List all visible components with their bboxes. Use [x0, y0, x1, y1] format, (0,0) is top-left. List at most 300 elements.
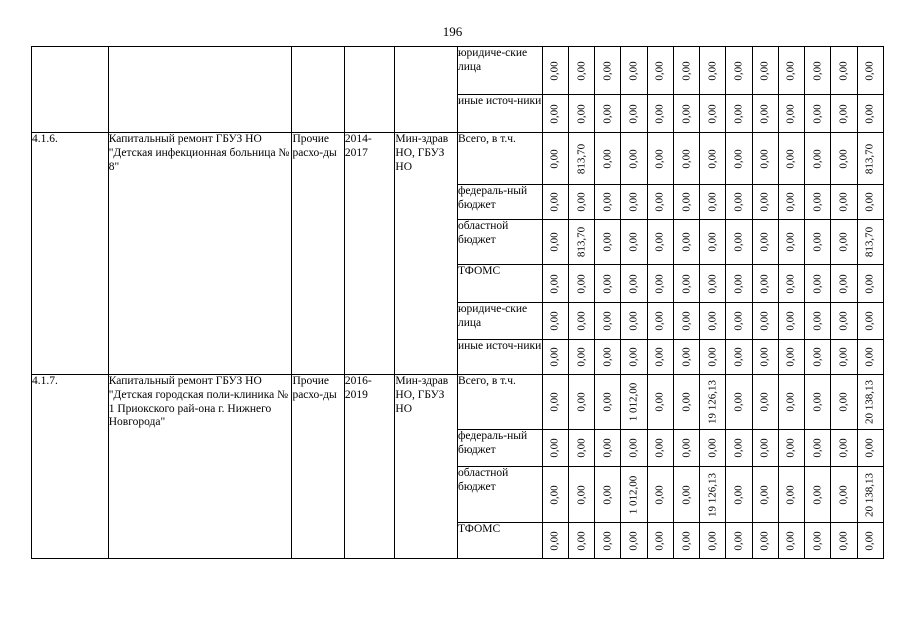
value-text: 1 012,00 — [627, 382, 640, 422]
value-cell — [595, 95, 621, 133]
value-cell — [726, 47, 752, 95]
value-cell — [805, 220, 831, 265]
value-cell — [673, 95, 699, 133]
value-cell — [673, 523, 699, 559]
value-cell — [647, 95, 673, 133]
value-text: 0,00 — [575, 392, 587, 412]
value-cell — [726, 303, 752, 340]
value-cell — [673, 375, 699, 430]
value-text: 0,00 — [653, 60, 666, 81]
value-cell — [752, 133, 778, 185]
value-text: 0,00 — [811, 148, 824, 169]
value-text: 0,00 — [837, 148, 850, 169]
expense-category-cell: Прочие расхо-ды — [292, 133, 344, 375]
value-text: 0,00 — [601, 273, 614, 294]
value-cell — [831, 303, 857, 340]
value-text: 0,00 — [575, 273, 587, 294]
value-cell — [726, 133, 752, 185]
value-cell — [805, 375, 831, 430]
value-cell — [673, 185, 699, 220]
value-cell — [805, 467, 831, 523]
value-text: 0,00 — [575, 347, 587, 367]
value-text: 0,00 — [679, 311, 692, 331]
value-cell — [726, 340, 752, 375]
value-cell — [568, 47, 594, 95]
value-text: 0,00 — [784, 530, 797, 551]
value-text: 0,00 — [732, 438, 745, 458]
funding-source-cell: иные источ-ники — [457, 95, 542, 133]
item-code-cell: 4.1.6. — [32, 133, 109, 375]
value-text: 0,00 — [811, 103, 824, 124]
value-text: 0,00 — [575, 60, 587, 81]
value-cell — [726, 265, 752, 303]
value-text: 0,00 — [758, 392, 771, 412]
value-cell — [647, 467, 673, 523]
value-text: 0,00 — [732, 232, 745, 252]
value-cell — [857, 340, 883, 375]
value-text: 0,00 — [732, 311, 745, 331]
value-text: 0,00 — [758, 484, 771, 505]
value-cell — [542, 265, 568, 303]
value-cell — [647, 375, 673, 430]
value-text: 0,00 — [601, 311, 614, 331]
value-cell — [857, 47, 883, 95]
value-text: 0,00 — [811, 192, 824, 212]
value-text: 0,00 — [627, 530, 640, 551]
value-text: 0,00 — [679, 530, 692, 551]
value-text: 0,00 — [784, 273, 797, 294]
value-text: 0,00 — [732, 60, 745, 81]
value-cell — [700, 95, 726, 133]
value-cell — [700, 430, 726, 467]
value-cell — [778, 265, 804, 303]
value-text: 0,00 — [601, 438, 614, 458]
value-text: 0,00 — [653, 232, 666, 252]
value-text: 0,00 — [863, 60, 876, 81]
value-cell — [831, 185, 857, 220]
value-cell — [805, 340, 831, 375]
value-text: 813,70 — [575, 143, 587, 174]
value-text: 0,00 — [784, 347, 797, 367]
value-cell — [726, 185, 752, 220]
value-text: 0,00 — [837, 438, 850, 458]
value-text: 0,00 — [811, 232, 824, 252]
value-text: 0,00 — [601, 103, 614, 124]
value-cell — [857, 523, 883, 559]
item-code-cell — [32, 47, 109, 133]
value-cell — [700, 47, 726, 95]
value-cell — [778, 340, 804, 375]
value-cell — [595, 220, 621, 265]
value-cell — [778, 47, 804, 95]
value-text: 0,00 — [732, 392, 745, 412]
value-cell — [542, 95, 568, 133]
value-text: 0,00 — [548, 438, 561, 458]
value-cell — [726, 375, 752, 430]
value-text: 0,00 — [706, 103, 719, 124]
value-cell — [805, 523, 831, 559]
value-cell — [857, 303, 883, 340]
value-text: 0,00 — [758, 273, 771, 294]
value-text: 0,00 — [863, 192, 876, 212]
value-text: 0,00 — [679, 60, 692, 81]
value-cell — [857, 265, 883, 303]
value-text: 0,00 — [548, 484, 561, 505]
value-text: 0,00 — [732, 273, 745, 294]
value-cell — [673, 340, 699, 375]
value-cell — [726, 220, 752, 265]
value-text: 0,00 — [679, 484, 692, 505]
value-text: 0,00 — [548, 530, 561, 551]
value-text: 0,00 — [732, 103, 745, 124]
value-text: 0,00 — [784, 60, 797, 81]
value-text: 0,00 — [837, 273, 850, 294]
funding-source-cell: Всего, в т.ч. — [457, 375, 542, 430]
value-text: 0,00 — [811, 311, 824, 331]
value-cell — [831, 375, 857, 430]
funding-source-cell: федераль-ный бюджет — [457, 430, 542, 467]
value-cell — [647, 220, 673, 265]
value-cell — [647, 340, 673, 375]
value-text: 0,00 — [758, 148, 771, 169]
value-cell — [568, 133, 594, 185]
value-cell — [621, 523, 647, 559]
value-cell — [752, 340, 778, 375]
value-text: 0,00 — [601, 192, 614, 212]
value-cell — [805, 185, 831, 220]
value-cell — [595, 185, 621, 220]
value-text: 0,00 — [837, 311, 850, 331]
value-cell — [595, 375, 621, 430]
value-text: 0,00 — [653, 273, 666, 294]
value-text: 0,00 — [627, 438, 640, 458]
value-text: 0,00 — [653, 438, 666, 458]
value-cell — [700, 523, 726, 559]
value-text: 0,00 — [679, 347, 692, 367]
value-cell — [621, 47, 647, 95]
funding-source-cell: юридиче-ские лица — [457, 303, 542, 340]
value-text: 0,00 — [575, 103, 587, 124]
value-text: 813,70 — [575, 226, 587, 258]
value-cell — [752, 265, 778, 303]
value-cell — [831, 47, 857, 95]
value-text: 19 126,13 — [706, 472, 719, 517]
value-cell — [752, 303, 778, 340]
value-text: 0,00 — [627, 273, 640, 294]
value-text: 0,00 — [837, 192, 850, 212]
value-cell — [542, 375, 568, 430]
value-cell — [726, 430, 752, 467]
value-cell — [778, 303, 804, 340]
value-text: 0,00 — [601, 484, 614, 505]
value-text: 0,00 — [627, 232, 640, 252]
value-text: 0,00 — [863, 311, 876, 331]
period-cell: 2016-2019 — [344, 375, 394, 559]
value-text: 0,00 — [653, 530, 666, 551]
value-text: 0,00 — [653, 192, 666, 212]
value-cell — [778, 95, 804, 133]
value-cell — [857, 95, 883, 133]
value-text: 813,70 — [863, 226, 876, 258]
value-text: 0,00 — [863, 273, 876, 294]
value-text: 0,00 — [863, 347, 876, 367]
value-text: 19 126,13 — [706, 380, 719, 424]
period-cell: 2014-2017 — [344, 133, 394, 375]
value-text: 0,00 — [706, 311, 719, 331]
value-text: 0,00 — [784, 192, 797, 212]
value-cell — [857, 375, 883, 430]
value-text: 0,00 — [627, 311, 640, 331]
value-cell — [542, 430, 568, 467]
value-text: 0,00 — [758, 438, 771, 458]
value-cell — [542, 340, 568, 375]
value-cell — [621, 95, 647, 133]
value-cell — [857, 220, 883, 265]
value-cell — [542, 467, 568, 523]
value-cell — [726, 523, 752, 559]
value-text: 0,00 — [706, 530, 719, 551]
value-cell — [568, 303, 594, 340]
value-cell — [673, 303, 699, 340]
expense-category-cell: Прочие расхо-ды — [292, 375, 344, 559]
value-text: 0,00 — [548, 273, 561, 294]
value-text: 0,00 — [837, 232, 850, 252]
value-text: 0,00 — [627, 103, 640, 124]
executor-cell: Мин-здрав НО, ГБУЗ НО — [395, 375, 458, 559]
value-cell — [857, 133, 883, 185]
funding-source-cell: иные источ-ники — [457, 340, 542, 375]
value-cell — [700, 185, 726, 220]
executor-cell: Мин-здрав НО, ГБУЗ НО — [395, 133, 458, 375]
value-cell — [647, 523, 673, 559]
value-cell — [673, 220, 699, 265]
value-text: 0,00 — [548, 311, 561, 331]
value-text: 0,00 — [706, 232, 719, 252]
value-cell — [831, 523, 857, 559]
value-text: 0,00 — [837, 347, 850, 367]
value-cell — [621, 340, 647, 375]
value-cell — [621, 375, 647, 430]
value-text: 0,00 — [575, 192, 587, 212]
value-text: 0,00 — [811, 484, 824, 505]
value-cell — [778, 523, 804, 559]
value-cell — [831, 265, 857, 303]
value-cell — [621, 430, 647, 467]
value-text: 0,00 — [601, 232, 614, 252]
value-text: 1 012,00 — [627, 475, 640, 514]
value-cell — [805, 47, 831, 95]
value-cell — [542, 220, 568, 265]
value-text: 0,00 — [627, 192, 640, 212]
value-cell — [568, 265, 594, 303]
value-text: 0,00 — [679, 103, 692, 124]
value-text: 0,00 — [784, 311, 797, 331]
value-cell — [805, 133, 831, 185]
value-text: 0,00 — [548, 347, 561, 367]
value-cell — [621, 265, 647, 303]
value-text: 0,00 — [811, 392, 824, 412]
funding-source-cell: областной бюджет — [457, 467, 542, 523]
item-code-cell: 4.1.7. — [32, 375, 109, 559]
value-text: 0,00 — [653, 148, 666, 169]
value-cell — [857, 185, 883, 220]
value-cell — [621, 467, 647, 523]
value-text: 0,00 — [627, 347, 640, 367]
value-text: 0,00 — [601, 530, 614, 551]
value-cell — [831, 95, 857, 133]
value-text: 0,00 — [811, 530, 824, 551]
value-cell — [778, 185, 804, 220]
table-row — [32, 47, 884, 95]
value-text: 0,00 — [758, 103, 771, 124]
value-cell — [726, 467, 752, 523]
value-cell — [647, 133, 673, 185]
page-number: 196 — [442, 24, 463, 39]
value-cell — [621, 185, 647, 220]
value-cell — [542, 47, 568, 95]
value-cell — [700, 133, 726, 185]
value-text: 0,00 — [784, 148, 797, 169]
value-cell — [647, 185, 673, 220]
value-cell — [778, 375, 804, 430]
value-cell — [568, 467, 594, 523]
value-text: 0,00 — [732, 148, 745, 169]
value-text: 0,00 — [601, 148, 614, 169]
value-cell — [778, 430, 804, 467]
value-cell — [621, 220, 647, 265]
value-cell — [647, 47, 673, 95]
value-text: 0,00 — [706, 273, 719, 294]
value-text: 0,00 — [679, 192, 692, 212]
value-cell — [805, 95, 831, 133]
item-name-cell: Капитальный ремонт ГБУЗ НО "Детская инфекционная больница № 8" — [108, 133, 292, 375]
value-text: 0,00 — [811, 60, 824, 81]
value-text: 0,00 — [548, 103, 561, 124]
value-text: 0,00 — [784, 438, 797, 458]
item-name-cell: Капитальный ремонт ГБУЗ НО "Детская городская поли-клиника № 1 Приокского рай-она г. Нижнего Новгорода" — [108, 375, 292, 559]
value-cell — [700, 467, 726, 523]
value-text: 0,00 — [679, 273, 692, 294]
value-cell — [700, 303, 726, 340]
value-cell — [673, 467, 699, 523]
value-cell — [673, 133, 699, 185]
value-cell — [595, 523, 621, 559]
funding-source-cell: областной бюджет — [457, 220, 542, 265]
value-text: 0,00 — [706, 148, 719, 169]
value-cell — [542, 523, 568, 559]
value-cell — [568, 185, 594, 220]
value-cell — [752, 220, 778, 265]
value-cell — [621, 303, 647, 340]
value-text: 0,00 — [758, 311, 771, 331]
value-cell — [595, 340, 621, 375]
value-cell — [595, 47, 621, 95]
value-text: 0,00 — [784, 392, 797, 412]
value-text: 0,00 — [706, 347, 719, 367]
value-cell — [778, 220, 804, 265]
value-text: 0,00 — [863, 103, 876, 124]
value-text: 0,00 — [811, 438, 824, 458]
value-text: 0,00 — [653, 103, 666, 124]
value-cell — [595, 430, 621, 467]
value-cell — [568, 95, 594, 133]
value-text: 0,00 — [837, 392, 850, 412]
executor-cell — [395, 47, 458, 133]
value-text: 0,00 — [732, 192, 745, 212]
value-text: 0,00 — [758, 232, 771, 252]
value-text: 0,00 — [548, 232, 561, 252]
value-text: 0,00 — [548, 392, 561, 412]
value-text: 0,00 — [758, 192, 771, 212]
value-cell — [831, 133, 857, 185]
value-cell — [726, 95, 752, 133]
value-cell — [752, 467, 778, 523]
value-cell — [831, 467, 857, 523]
value-text: 0,00 — [548, 60, 561, 81]
value-text: 0,00 — [627, 148, 640, 169]
value-text: 0,00 — [601, 392, 614, 412]
value-text: 0,00 — [548, 148, 561, 169]
funding-source-cell: ТФОМС — [457, 265, 542, 303]
value-text: 0,00 — [706, 192, 719, 212]
period-cell — [344, 47, 394, 133]
value-text: 0,00 — [679, 148, 692, 169]
value-cell — [831, 430, 857, 467]
value-text: 0,00 — [706, 438, 719, 458]
value-cell — [542, 303, 568, 340]
value-text: 0,00 — [653, 347, 666, 367]
value-text: 0,00 — [758, 530, 771, 551]
value-cell — [595, 303, 621, 340]
value-text: 0,00 — [732, 347, 745, 367]
funding-source-cell: федераль-ный бюджет — [457, 185, 542, 220]
value-text: 0,00 — [863, 530, 876, 551]
value-cell — [673, 47, 699, 95]
value-cell — [568, 220, 594, 265]
value-cell — [857, 430, 883, 467]
value-cell — [700, 220, 726, 265]
value-text: 20 138,13 — [863, 380, 876, 424]
value-cell — [673, 265, 699, 303]
value-text: 0,00 — [758, 60, 771, 81]
value-text: 0,00 — [575, 530, 587, 551]
value-cell — [542, 133, 568, 185]
value-cell — [805, 430, 831, 467]
value-cell — [595, 467, 621, 523]
value-cell — [805, 265, 831, 303]
value-text: 0,00 — [811, 347, 824, 367]
funding-source-cell: ТФОМС — [457, 523, 542, 559]
value-text: 0,00 — [863, 438, 876, 458]
value-cell — [647, 430, 673, 467]
value-cell — [568, 430, 594, 467]
value-text: 20 138,13 — [863, 472, 876, 517]
value-cell — [752, 95, 778, 133]
value-cell — [673, 430, 699, 467]
value-cell — [752, 430, 778, 467]
value-text: 0,00 — [653, 392, 666, 412]
value-text: 0,00 — [653, 311, 666, 331]
value-text: 0,00 — [706, 60, 719, 81]
value-text: 0,00 — [679, 438, 692, 458]
value-cell — [778, 133, 804, 185]
value-cell — [752, 185, 778, 220]
table-row — [32, 375, 884, 430]
value-cell — [831, 220, 857, 265]
value-cell — [857, 467, 883, 523]
expense-category-cell — [292, 47, 344, 133]
value-text: 0,00 — [732, 484, 745, 505]
